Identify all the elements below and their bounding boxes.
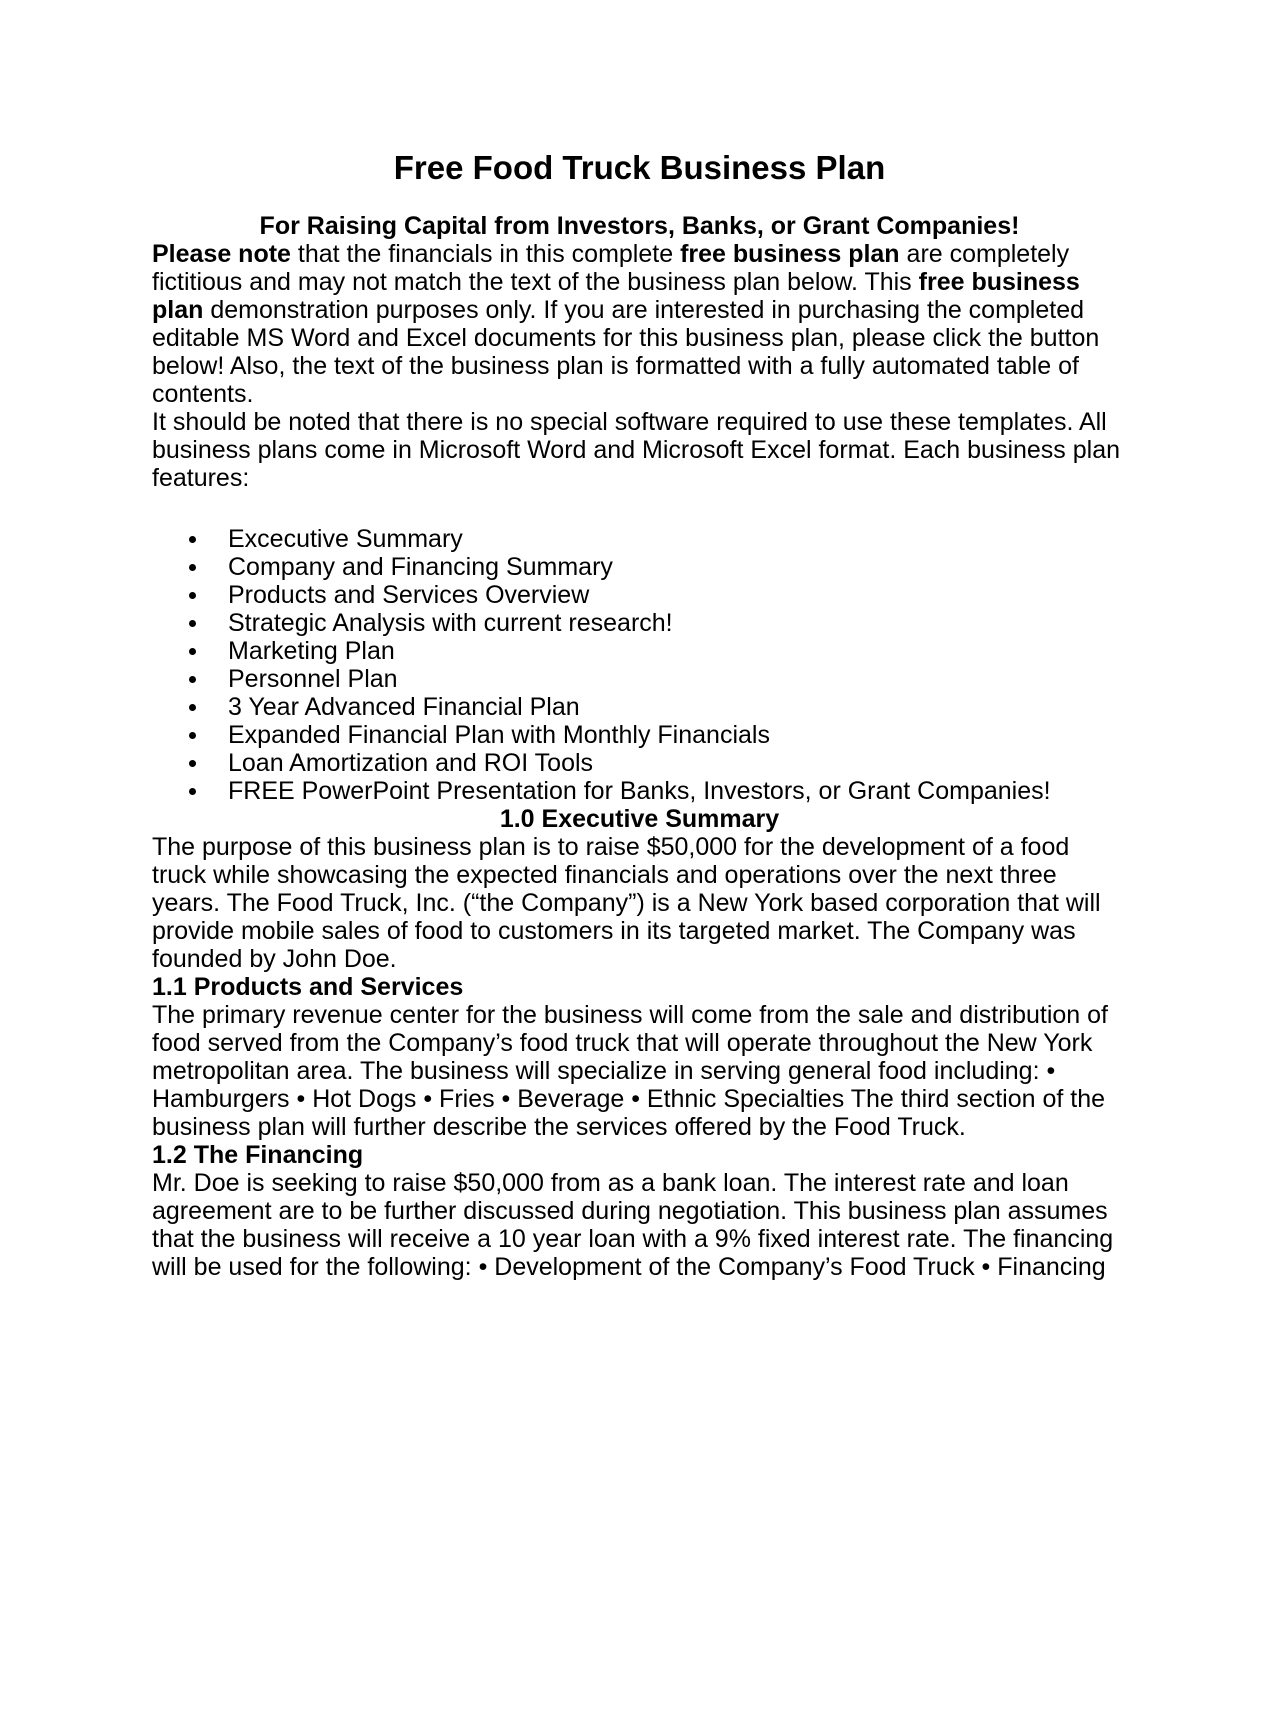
section-heading-executive-summary: 1.0 Executive Summary: [499, 805, 780, 833]
section-heading-financing: 1.2 The Financing: [152, 1141, 364, 1169]
feature-item: Strategic Analysis with current research!: [152, 609, 1127, 637]
intro-paragraph: Please note that the financials in this complete free business plan are completely fictitious and may not match the text of the business plan below. This free business plan demonstration purposes only. If you are interested in purchasing the completed editable MS Word and Excel documents for this business plan, please click the button below! Also, the text of the business plan is formatted with a fully automated table of contents.: [152, 240, 1100, 408]
feature-item: Personnel Plan: [152, 665, 1127, 693]
feature-item: Loan Amortization and ROI Tools: [152, 749, 1127, 777]
feature-item: Marketing Plan: [152, 637, 1127, 665]
feature-item: Products and Services Overview: [152, 581, 1127, 609]
feature-item: Excecutive Summary: [152, 525, 1127, 553]
financing-paragraph: Mr. Doe is seeking to raise $50,000 from as a bank loan. The interest rate and loan agreement are to be further discussed during negotiation. This business plan assumes that the business will receive a 10 year loan with a 9% fixed interest rate. The financing will be used for the following: • Development of the Company’s Food Truck • Financing: [152, 1169, 1114, 1281]
features-list: [152, 525, 1127, 805]
executive-summary-paragraph: The purpose of this business plan is to raise $50,000 for the development of a food truck while showcasing the expected financials and operations over the next three years. The Food Truck, Inc. (“the Company”) is a New York based corporation that will provide mobile sales of food to customers in its targeted market. The Company was founded by John Doe.: [152, 833, 1101, 973]
feature-item: Company and Financing Summary: [152, 553, 1127, 581]
software-note-paragraph: It should be noted that there is no special software required to use these templates. All business plans come in Microsoft Word and Microsoft Excel format. Each business plan features:: [152, 408, 1121, 492]
feature-item: 3 Year Advanced Financial Plan: [152, 693, 1127, 721]
products-services-paragraph: The primary revenue center for the business will come from the sale and distribution of food served from the Company’s food truck that will operate throughout the New York metropolitan area. The business will specialize in serving general food including: • Hamburgers • Hot Dogs • Fries • Beverage • Ethnic Specialties The third section of the business plan will further describe the services offered by the Food Truck.: [152, 1001, 1109, 1141]
document-title: Free Food Truck Business Plan: [393, 149, 886, 186]
document-subtitle: For Raising Capital from Investors, Banks, or Grant Companies!: [259, 212, 1020, 240]
feature-item: Expanded Financial Plan with Monthly Financials: [152, 721, 1127, 749]
feature-item: FREE PowerPoint Presentation for Banks, Investors, or Grant Companies!: [152, 777, 1127, 805]
section-heading-products-services: 1.1 Products and Services: [152, 973, 464, 1001]
